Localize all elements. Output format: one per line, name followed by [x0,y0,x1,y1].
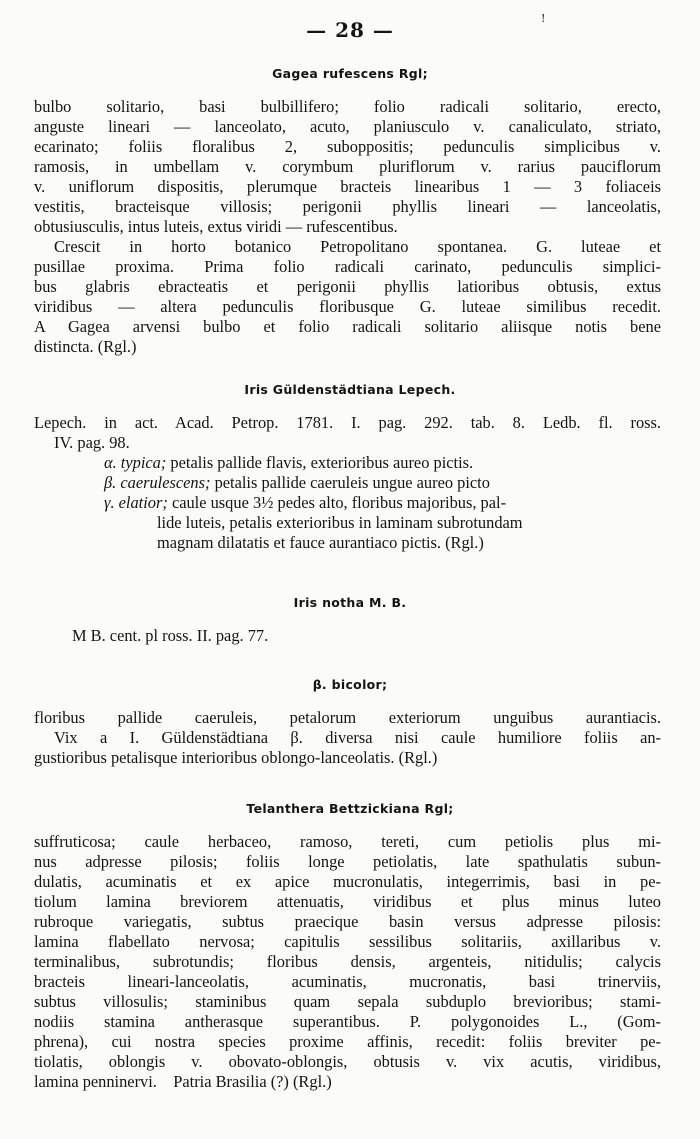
text-line: rubroque variegatis, subtus praecique basin versus adpresse pilosis: [34,912,661,931]
species-heading-iris-guldenstadtiana: Iris Güldenstädtiana Lepech. [244,382,456,397]
variety-text: petalis pallide caeruleis ungue aureo picto [214,473,490,492]
text-line: lamina penninervi. Patria Brasilia (?) (Rgl.) [34,1072,332,1091]
text-line: tiolatis, oblongis v. obovato-oblongis, obtusis v. vix acutis, viridibus, [34,1052,661,1071]
text-line: nodiis stamina antherasque superantibus. P. polygonoides L., (Gom- [34,1012,661,1031]
text-line: pusillae proxima. Prima folio radicali carinato, pedunculis simplici- [34,257,661,276]
text-line: magnam dilatatis et fauce aurantiaco pictis. (Rgl.) [157,533,484,552]
species-heading-iris-notha: Iris notha M. B. [293,595,407,610]
variety-line [104,473,490,493]
text-line: ecarinato; foliis floralibus 2, suboppositis; pedunculis simplicibus v. [34,137,661,156]
text-line: distincta. (Rgl.) [34,337,137,356]
species-heading-gagea: Gagea rufescens Rgl; [272,66,428,81]
text-line: terminalibus, subrotundis; floribus densis, argenteis, nitidulis; calycis [34,952,661,971]
text-line: phrena), cui nostra species proxime affinis, recedit: foliis breviter pe- [34,1032,661,1051]
text-line: suffruticosa; caule herbaceo, ramoso, tereti, cum petiolis plus mi- [34,832,661,851]
text-line: subtus villosulis; staminibus quam sepala subduplo brevioribus; stami- [34,992,661,1011]
variety-heading-bicolor: β. bicolor; [312,677,388,692]
text-line: dulatis, acuminatis et ex apice mucronulatis, integerrimis, basi in pe- [34,872,661,891]
text-line: v. uniflorum dispositis, plerumque bracteis linearibus 1 — 3 foliaceis [34,177,661,196]
text-line: gustioribus petalisque interioribus oblongo-lanceolatis. (Rgl.) [34,748,438,767]
text-line: viridibus — altera pedunculis floribusque G. luteae similibus recedit. [34,297,661,316]
variety-label: α. typica; [104,453,167,472]
text-line: tiolum lamina breviorem attenuatis, viridibus et plus minus luteo [34,892,661,911]
text-line: floribus pallide caeruleis, petalorum exteriorum unguibus aurantiacis. [34,708,661,727]
text-line: obtusiusculis, intus luteis, extus viridi — rufescentibus. [34,217,398,236]
text-line: anguste lineari — lanceolato, acuto, planiusculo v. canaliculato, striato, [34,117,661,136]
text-line: nus adpresse pilosis; foliis longe petiolatis, late spathulatis subun- [34,852,661,871]
text-line: lide luteis, petalis exterioribus in laminam subrotundam [157,513,523,532]
text-line: IV. pag. 98. [54,433,130,452]
variety-text: caule usque 3½ pedes alto, floribus majoribus, pal- [171,493,507,512]
text-line: vestitis, bracteisque villosis; perigonii phyllis lineari — lanceolatis, [34,197,661,216]
text-line: Lepech. in act. Acad. Petrop. 1781. I. pag. 292. tab. 8. Ledb. fl. ross. [34,413,661,432]
text-line: bus glabris ebracteatis et perigonii phyllis latioribus obtusis, extus [34,277,661,296]
text-line: Vix a I. Güldenstädtiana β. diversa nisi caule humiliore foliis an- [54,728,661,747]
text-line: lamina flabellato nervosa; capitulis sessilibus solitariis, axillaribus v. [34,932,661,951]
text-line: A Gagea arvensi bulbo et folio radicali solitario aliisque notis bene [34,317,661,336]
species-heading-telanthera: Telanthera Bettzickiana Rgl; [246,801,454,816]
corner-mark: ! [541,12,546,25]
variety-line [104,493,506,513]
variety-label: β. caerulescens; [104,473,211,492]
variety-label: γ. elatior; [104,493,168,512]
variety-text: petalis pallide flavis, exterioribus aureo pictis. [170,453,474,472]
text-line: bracteis lineari-lanceolatis, acuminatis, mucronatis, basi trinerviis, [34,972,661,991]
variety-line [104,453,473,473]
text-line: ramosis, in umbellam v. corymbum pluriflorum v. rarius pauciflorum [34,157,661,176]
text-line: bulbo solitario, basi bulbillifero; folio radicali solitario, erecto, [34,97,661,116]
text-line: M B. cent. pl ross. II. pag. 77. [72,626,269,645]
text-line: Crescit in horto botanico Petropolitano spontanea. G. luteae et [54,237,661,256]
page-number: — 28 — [306,18,394,42]
